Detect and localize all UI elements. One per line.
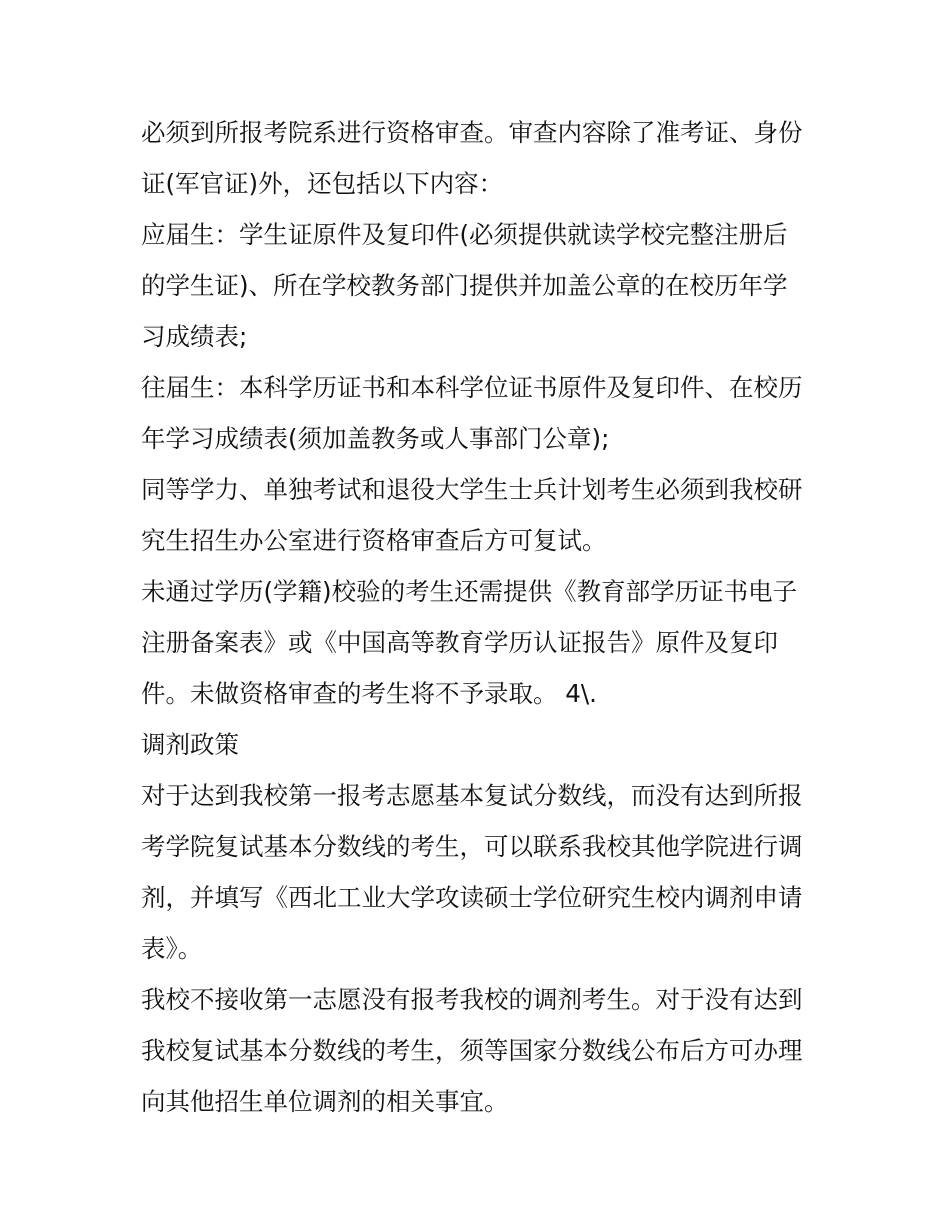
text-line: 年学习成绩表(须加盖教务或人事部门公章); [141, 424, 610, 453]
text-line: 我校不接收第一志愿没有报考我校的调剂考生。对于没有达到 [141, 985, 803, 1014]
text-line: 往届生：本科学历证书和本科学位证书原件及复印件、在校历 [141, 373, 803, 402]
text-line: 考学院复试基本分数线的考生，可以联系我校其他学院进行调 [141, 832, 803, 861]
text-line: 剂，并填写《西北工业大学攻读硕士学位研究生校内调剂申请 [141, 883, 803, 912]
text-line: 注册备案表》或《中国高等教育学历认证报告》原件及复印 [141, 628, 778, 657]
text-line: 究生招生办公室进行资格审查后方可复试。 [141, 526, 607, 555]
text-line: 对于达到我校第一报考志愿基本复试分数线，而没有达到所报 [141, 781, 803, 810]
text-line: 向其他招生单位调剂的相关事宜。 [141, 1087, 509, 1116]
text-line: 未通过学历(学籍)校验的考生还需提供《教育部学历证书电子 [141, 577, 798, 606]
text-line: 的学生证)、所在学校教务部门提供并加盖公章的在校历年学 [141, 271, 788, 300]
text-line: 同等学力、单独考试和退役大学生士兵计划考生必须到我校研 [141, 475, 803, 504]
text-line: 件。未做资格审查的考生将不予录取。 4\. [141, 679, 597, 708]
text-line: 必须到所报考院系进行资格审查。审查内容除了准考证、身份 [141, 118, 803, 147]
section-heading: 调剂政策 [141, 730, 239, 759]
text-line: 应届生：学生证原件及复印件(必须提供就读学校完整注册后 [141, 220, 788, 249]
text-line: 我校复试基本分数线的考生，须等国家分数线公布后方可办理 [141, 1036, 803, 1065]
text-line: 习成绩表; [141, 322, 248, 351]
text-line: 证(军官证)外，还包括以下内容： [141, 169, 504, 198]
text-line: 表》。 [141, 934, 203, 963]
document-body [141, 107, 821, 1127]
